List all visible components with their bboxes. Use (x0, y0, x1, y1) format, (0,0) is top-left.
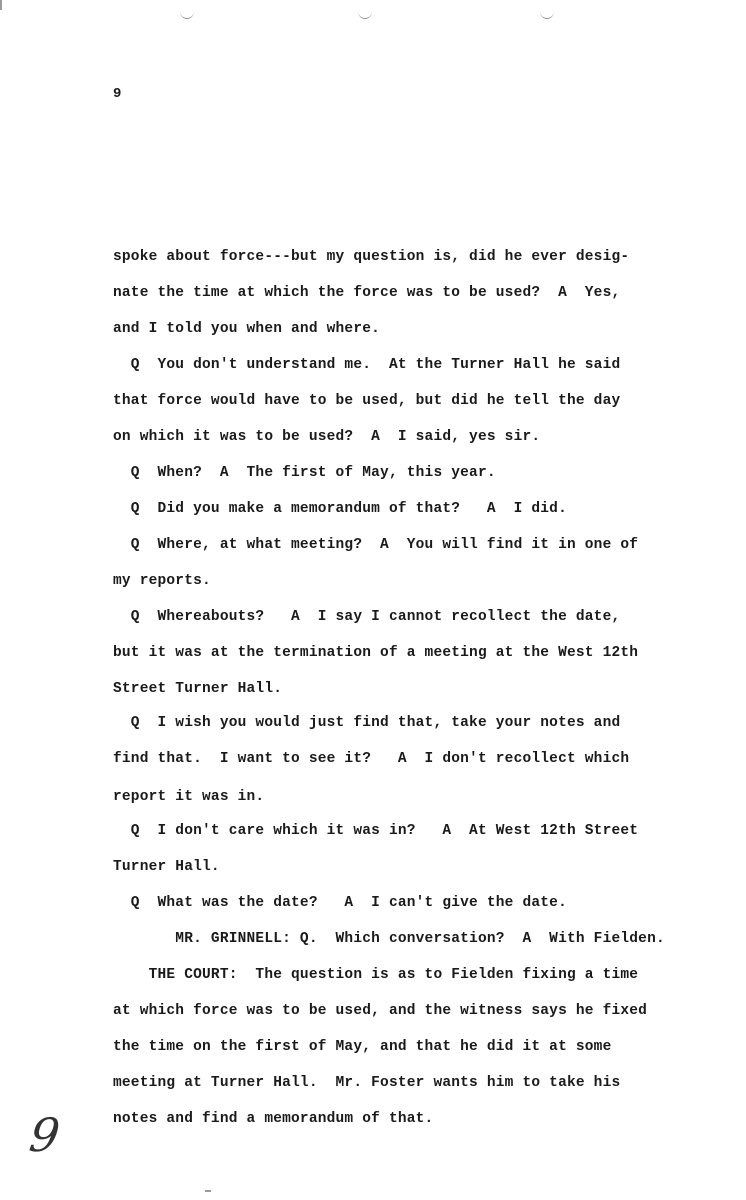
transcript-line: THE COURT: The question is as to Fielden fixing a time (113, 967, 639, 983)
page-edge-mark (0, 0, 2, 10)
transcript-line: nate the time at which the force was to be used? A Yes, (113, 285, 621, 301)
punch-hole-mark (358, 4, 372, 19)
transcript-line: meeting at Turner Hall. Mr. Foster wants him to take his (113, 1075, 621, 1091)
transcript-line: Q I wish you would just find that, take your notes and (113, 715, 621, 731)
transcript-line: find that. I want to see it? A I don't recollect which (113, 751, 630, 767)
punch-hole-mark (180, 4, 194, 19)
transcript-line: MR. GRINNELL: Q. Which conversation? A With Fielden. (113, 931, 665, 947)
punch-hole-mark (540, 4, 554, 19)
transcript-line: Q I don't care which it was in? A At West 12th Street (113, 823, 639, 839)
transcript-line: Turner Hall. (113, 859, 220, 875)
transcript-line: notes and find a memorandum of that. (113, 1111, 434, 1127)
transcript-line: Q Whereabouts? A I say I cannot recollect the date, (113, 609, 621, 625)
transcript-line: on which it was to be used? A I said, yes sir. (113, 429, 541, 445)
scan-mark (205, 1190, 211, 1192)
transcript-line: report it was in. (113, 789, 265, 805)
transcript-line: and I told you when and where. (113, 321, 381, 337)
transcript-line: but it was at the termination of a meeting at the West 12th (113, 645, 639, 661)
transcript-line: at which force was to be used, and the witness says he fixed (113, 1003, 648, 1019)
transcript-line: Q Did you make a memorandum of that? A I did. (113, 501, 567, 517)
transcript-line: spoke about force---but my question is, did he ever desig- (113, 249, 630, 265)
transcript-line: Street Turner Hall. (113, 681, 283, 697)
transcript-line: Q When? A The first of May, this year. (113, 465, 496, 481)
transcript-line: the time on the first of May, and that he did it at some (113, 1039, 612, 1055)
transcript-line: Q You don't understand me. At the Turner Hall he said (113, 357, 621, 373)
handwritten-page-number: 9 (26, 1108, 64, 1162)
transcript-line: my reports. (113, 573, 211, 589)
transcript-line: Q Where, at what meeting? A You will find it in one of (113, 537, 639, 553)
transcript-line: Q What was the date? A I can't give the date. (113, 895, 567, 911)
transcript-line: that force would have to be used, but did he tell the day (113, 393, 621, 409)
page-number: 9 (113, 86, 122, 102)
